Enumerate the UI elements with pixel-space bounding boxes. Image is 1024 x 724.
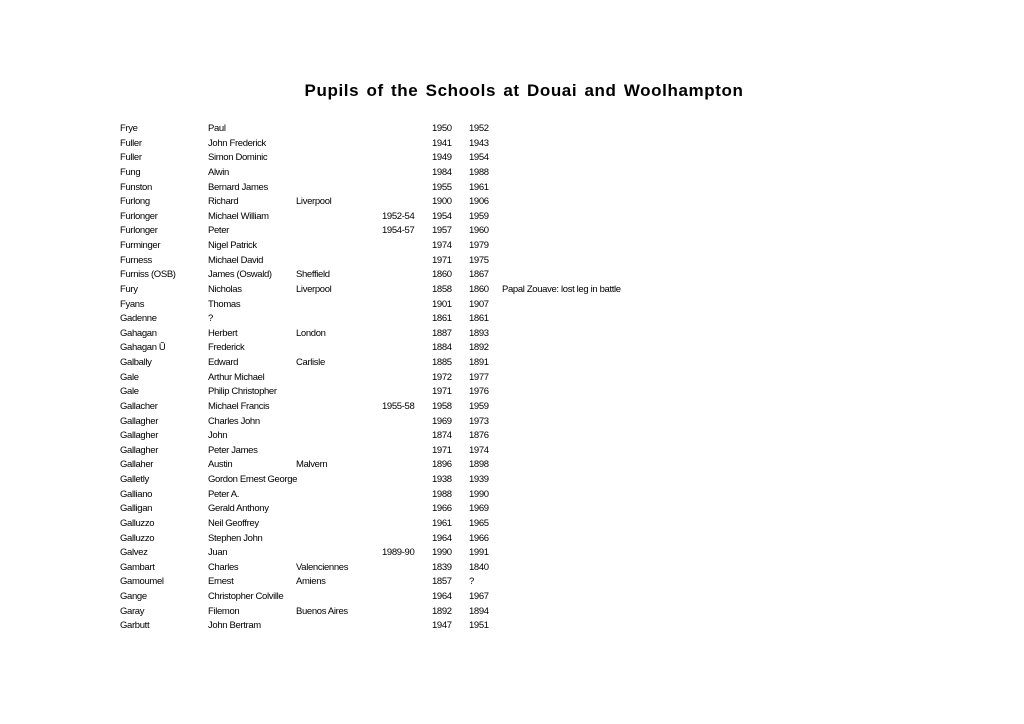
pupil-forenames: Austin xyxy=(208,459,233,471)
pupil-row xyxy=(120,239,680,254)
pupil-leaving-year: 1965 xyxy=(469,517,489,529)
pupil-leaving-year: 1979 xyxy=(469,240,489,251)
pupil-forenames: Herbert xyxy=(208,327,238,339)
pupil-other-years: 1952-54 xyxy=(382,210,415,222)
pupil-row xyxy=(120,312,680,327)
pupil-entry-year: 1884 xyxy=(432,342,452,354)
pupil-leaving-year: 1867 xyxy=(469,269,489,281)
pupil-forenames: Charles John xyxy=(208,415,260,427)
pupil-leaving-year: 1976 xyxy=(469,386,489,398)
pupil-forenames: Peter James xyxy=(208,444,258,456)
pupil-forenames: Peter xyxy=(208,225,229,237)
pupil-leaving-year: ? xyxy=(469,576,474,588)
pupil-row xyxy=(120,371,680,386)
pupil-row xyxy=(120,605,680,620)
pupil-surname: Furlonger xyxy=(120,225,158,237)
pupil-town: Amiens xyxy=(296,576,326,588)
pupil-entry-year: 1887 xyxy=(432,327,452,339)
pupil-row xyxy=(120,619,680,634)
pupil-row xyxy=(120,210,680,225)
pupil-surname: Fuller xyxy=(120,152,142,164)
pupil-forenames: Christopher Colville xyxy=(208,591,284,602)
pupil-forenames: Stephen John xyxy=(208,532,263,544)
pupil-surname: Fury xyxy=(120,283,138,295)
pupil-entry-year: 1900 xyxy=(432,196,452,208)
pupil-surname: Fung xyxy=(120,166,141,178)
pupil-surname: Gallagher xyxy=(120,415,159,427)
pupil-row xyxy=(120,122,680,137)
pupil-row xyxy=(120,298,680,313)
pupil-entry-year: 1949 xyxy=(432,152,452,164)
pupil-town: Buenos Aires xyxy=(296,605,348,617)
pupil-leaving-year: 1991 xyxy=(469,547,489,559)
pupil-leaving-year: 1959 xyxy=(469,400,489,412)
pupil-town: Liverpool xyxy=(296,196,332,208)
pupil-forenames: Edward xyxy=(208,357,239,368)
pupil-row xyxy=(120,341,680,356)
pupil-leaving-year: 1951 xyxy=(469,620,489,632)
pupil-entry-year: 1988 xyxy=(432,488,452,500)
pupil-row xyxy=(120,327,680,342)
pupil-row xyxy=(120,488,680,503)
pupil-row xyxy=(120,561,680,576)
pupil-forenames: Gordon Ernest George xyxy=(208,474,298,485)
pupil-row xyxy=(120,254,680,269)
pupil-entry-year: 1947 xyxy=(432,620,452,632)
pupil-surname: Funston xyxy=(120,181,152,193)
pupil-entry-year: 1950 xyxy=(432,123,452,134)
pupil-entry-year: 1972 xyxy=(432,371,452,383)
pupil-surname: Galliano xyxy=(120,488,153,500)
pupil-leaving-year: 1892 xyxy=(469,342,489,354)
pupil-row xyxy=(120,268,680,283)
pupil-forenames: John xyxy=(208,430,228,442)
pupil-leaving-year: 1988 xyxy=(469,166,489,178)
pupil-other-years: 1954-57 xyxy=(382,225,415,237)
pupil-surname: Furlong xyxy=(120,196,150,208)
pupil-forenames: Philip Christopher xyxy=(208,386,277,398)
pupil-surname: Gadenne xyxy=(120,313,157,325)
pupil-forenames: Bernard James xyxy=(208,181,268,193)
pupil-leaving-year: 1977 xyxy=(469,371,489,383)
pupil-forenames: John Bertram xyxy=(208,620,261,632)
pupil-leaving-year: 1973 xyxy=(469,415,489,427)
pupil-surname: Fuller xyxy=(120,137,142,149)
pupil-entry-year: 1954 xyxy=(432,210,452,222)
pupil-row xyxy=(120,532,680,547)
pupil-row xyxy=(120,151,680,166)
pupil-leaving-year: 1959 xyxy=(469,210,489,222)
pupil-town: Sheffield xyxy=(296,269,330,281)
pupil-row xyxy=(120,429,680,444)
pupil-surname: Galluzzo xyxy=(120,517,155,529)
page-title: Pupils of the Schools at Douai and Woolhampton xyxy=(304,81,744,100)
pupil-entry-year: 1861 xyxy=(432,313,452,325)
pupil-leaving-year: 1898 xyxy=(469,459,489,471)
pupil-forenames: Alwin xyxy=(208,166,229,178)
pupil-surname: Gallaher xyxy=(120,459,154,471)
pupil-forenames: James (Oswald) xyxy=(208,269,272,281)
pupil-forenames: Simon Dominic xyxy=(208,152,268,164)
pupil-entry-year: 1839 xyxy=(432,561,452,573)
pupil-entry-year: 1964 xyxy=(432,591,452,602)
pupil-other-years: 1989-90 xyxy=(382,547,415,559)
pupil-surname: Gange xyxy=(120,591,147,602)
pupil-entry-year: 1938 xyxy=(432,474,452,485)
pupil-leaving-year: 1990 xyxy=(469,488,489,500)
pupil-row xyxy=(120,575,680,590)
pupil-row xyxy=(120,356,680,371)
pupil-leaving-year: 1966 xyxy=(469,532,489,544)
pupil-forenames: Gerald Anthony xyxy=(208,503,269,515)
pupil-row xyxy=(120,385,680,400)
pupil-row xyxy=(120,590,680,605)
pupil-row xyxy=(120,444,680,459)
pupil-town: Liverpool xyxy=(296,283,332,295)
pupil-entry-year: 1955 xyxy=(432,181,452,193)
pupil-entry-year: 1971 xyxy=(432,254,452,266)
pupil-forenames: Thomas xyxy=(208,298,241,310)
pupil-entry-year: 1858 xyxy=(432,283,452,295)
pupil-surname: Garbutt xyxy=(120,620,150,632)
pupil-forenames: ? xyxy=(208,313,213,325)
pupil-surname: Furniss (OSB) xyxy=(120,269,176,281)
pupil-leaving-year: 1939 xyxy=(469,474,489,485)
pupil-entry-year: 1885 xyxy=(432,357,452,368)
pupil-town: Valenciennes xyxy=(296,561,349,573)
pupil-forenames: Richard xyxy=(208,196,239,208)
pupil-forenames: Nigel Patrick xyxy=(208,240,257,251)
pupil-row xyxy=(120,400,680,415)
pupil-row xyxy=(120,137,680,152)
pupil-surname: Gahagan Ũ xyxy=(120,342,166,354)
pupil-forenames: Michael David xyxy=(208,254,264,266)
pupil-row xyxy=(120,502,680,517)
pupil-entry-year: 1964 xyxy=(432,532,452,544)
pupil-leaving-year: 1969 xyxy=(469,503,489,515)
pupil-row xyxy=(120,166,680,181)
pupil-row xyxy=(120,415,680,430)
pupil-surname: Gallagher xyxy=(120,430,159,442)
pupil-forenames: Peter A. xyxy=(208,488,239,500)
pupil-entry-year: 1957 xyxy=(432,225,452,237)
pupil-leaving-year: 1891 xyxy=(469,357,489,368)
pupil-entry-year: 1971 xyxy=(432,444,452,456)
pupil-register xyxy=(120,122,680,634)
pupil-forenames: Charles xyxy=(208,561,239,573)
pupil-surname: Galligan xyxy=(120,503,153,515)
pupil-entry-year: 1874 xyxy=(432,430,452,442)
pupil-forenames: Michael Francis xyxy=(208,400,270,412)
pupil-leaving-year: 1893 xyxy=(469,327,489,339)
pupil-entry-year: 1966 xyxy=(432,503,452,515)
pupil-surname: Furness xyxy=(120,254,152,266)
pupil-leaving-year: 1907 xyxy=(469,298,489,310)
pupil-notes: Papal Zouave: lost leg in battle xyxy=(502,283,621,295)
pupil-leaving-year: 1961 xyxy=(469,181,489,193)
pupil-forenames: Juan xyxy=(208,547,228,559)
pupil-surname: Gallacher xyxy=(120,400,158,412)
pupil-leaving-year: 1952 xyxy=(469,123,489,134)
pupil-town: Malvern xyxy=(296,459,328,471)
pupil-surname: Gale xyxy=(120,371,139,383)
pupil-entry-year: 1896 xyxy=(432,459,452,471)
pupil-row xyxy=(120,181,680,196)
pupil-forenames: Ernest xyxy=(208,576,234,588)
pupil-surname: Frye xyxy=(120,123,138,134)
pupil-forenames: Michael William xyxy=(208,210,269,222)
pupil-surname: Galbally xyxy=(120,357,152,368)
pupil-entry-year: 1969 xyxy=(432,415,452,427)
pupil-leaving-year: 1876 xyxy=(469,430,489,442)
pupil-entry-year: 1857 xyxy=(432,576,452,588)
pupil-leaving-year: 1943 xyxy=(469,137,489,149)
pupil-row xyxy=(120,195,680,210)
pupil-surname: Gambart xyxy=(120,561,155,573)
pupil-row xyxy=(120,283,680,298)
pupil-row xyxy=(120,458,680,473)
pupil-surname: Galluzzo xyxy=(120,532,155,544)
pupil-row xyxy=(120,473,680,488)
pupil-row xyxy=(120,224,680,239)
pupil-entry-year: 1984 xyxy=(432,166,452,178)
pupil-forenames: Paul xyxy=(208,123,226,134)
pupil-surname: Galletly xyxy=(120,474,149,485)
pupil-surname: Garay xyxy=(120,605,145,617)
pupil-leaving-year: 1906 xyxy=(469,196,489,208)
pupil-leaving-year: 1954 xyxy=(469,152,489,164)
pupil-entry-year: 1961 xyxy=(432,517,452,529)
pupil-forenames: Arthur Michael xyxy=(208,371,265,383)
pupil-entry-year: 1990 xyxy=(432,547,452,559)
pupil-entry-year: 1971 xyxy=(432,386,452,398)
pupil-entry-year: 1974 xyxy=(432,240,452,251)
pupil-entry-year: 1901 xyxy=(432,298,452,310)
pupil-surname: Gahagan xyxy=(120,327,157,339)
pupil-surname: Gale xyxy=(120,386,139,398)
pupil-surname: Galvez xyxy=(120,547,148,559)
pupil-leaving-year: 1861 xyxy=(469,313,489,325)
pupil-forenames: Nicholas xyxy=(208,283,242,295)
pupil-forenames: Neil Geoffrey xyxy=(208,517,259,529)
pupil-town: London xyxy=(296,327,326,339)
pupil-leaving-year: 1974 xyxy=(469,444,489,456)
pupil-surname: Gallagher xyxy=(120,444,159,456)
pupil-entry-year: 1860 xyxy=(432,269,452,281)
pupil-other-years: 1955-58 xyxy=(382,400,415,412)
pupil-forenames: John Frederick xyxy=(208,137,266,149)
pupil-entry-year: 1958 xyxy=(432,400,452,412)
pupil-leaving-year: 1860 xyxy=(469,283,489,295)
pupil-surname: Fyans xyxy=(120,298,145,310)
pupil-row xyxy=(120,546,680,561)
pupil-surname: Gamoumel xyxy=(120,576,164,588)
pupil-leaving-year: 1975 xyxy=(469,254,489,266)
pupil-town: Carlisle xyxy=(296,357,325,368)
pupil-forenames: Frederick xyxy=(208,342,245,354)
pupil-leaving-year: 1894 xyxy=(469,605,489,617)
pupil-surname: Furlonger xyxy=(120,210,158,222)
pupil-leaving-year: 1967 xyxy=(469,591,489,602)
pupil-entry-year: 1941 xyxy=(432,137,452,149)
pupil-surname: Furminger xyxy=(120,240,161,251)
pupil-forenames: Filemon xyxy=(208,605,240,617)
pupil-leaving-year: 1960 xyxy=(469,225,489,237)
pupil-row xyxy=(120,517,680,532)
pupil-leaving-year: 1840 xyxy=(469,561,489,573)
pupil-entry-year: 1892 xyxy=(432,605,452,617)
